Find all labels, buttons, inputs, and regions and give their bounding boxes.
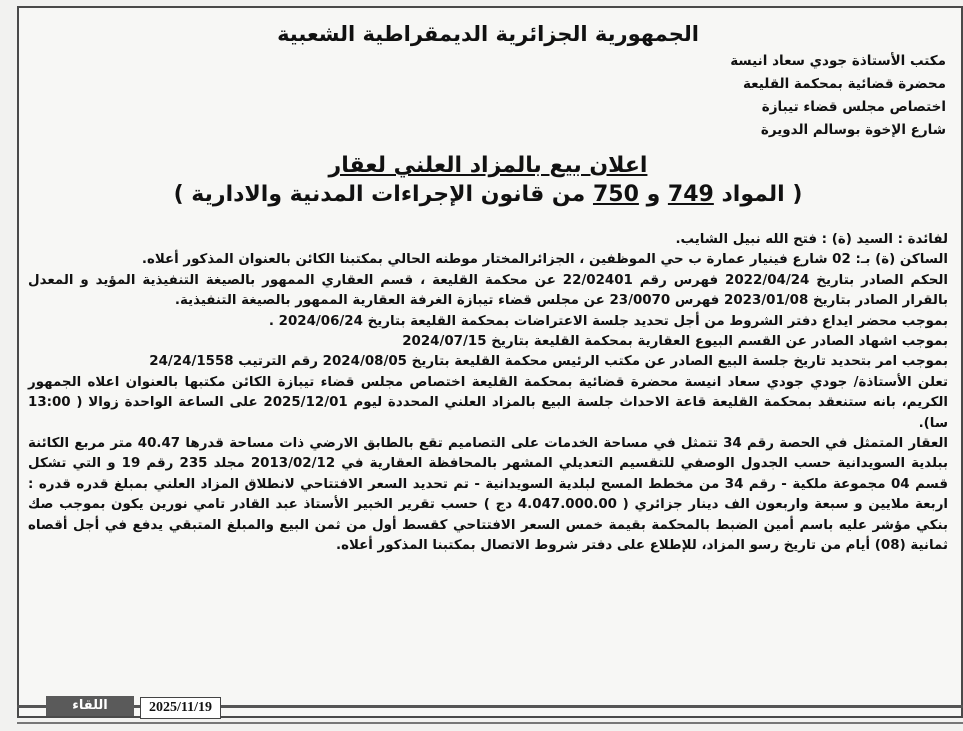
order-paragraph: بموجب امر بتحديد تاريخ جلسة البيع الصادر عن مكتب الرئيس محكمة القليعة بتاريخ 2024/08/05 رقم الترتيب 24/24/1558 <box>149 354 948 370</box>
office-block <box>28 50 946 142</box>
subtitle-mid: و <box>638 182 668 207</box>
deposit-paragraph: بموجب محضر ايداع دفتر الشروط من أجل تحديد جلسة الاعتراضات بمحكمة القليعة بتاريخ 2024/06/24 . <box>268 313 948 329</box>
residence-line: الساكن (ة) بـ: 02 شارع فينيار عمارة ب حي الموظفين ، الجزائرالمختار موطنه الحالي بمكتبنا الكائن بالعنوان المذكور أعلاه. <box>141 252 948 268</box>
office-line: مكتب الأستاذة جودي سعاد انيسة <box>730 53 946 69</box>
articles-subtitle <box>28 180 948 210</box>
publication-date: 2025/11/19 <box>140 697 221 719</box>
office-line: شارع الإخوة بوسالم الدويرة <box>760 122 946 138</box>
footer-rule-secondary <box>17 722 963 724</box>
announcement-page <box>28 16 948 557</box>
republic-heading: الجمهورية الجزائرية الديمقراطية الشعبية <box>277 22 699 46</box>
article-number-749: 749 <box>667 182 714 207</box>
subtitle-start: ( المواد <box>713 182 803 207</box>
subtitle-end: من قانون الإجراءات المدنية والادارية ) <box>173 182 593 207</box>
certificate-paragraph: بموجب اشهاد الصادر عن القسم البيوع العقارية بمحكمة القليعة بتاريخ 2024/07/15 <box>402 334 948 350</box>
beneficiary-line: لفائدة : السيد (ة) : فتح الله نبيل الشايب. <box>675 232 948 247</box>
announcement-titles <box>28 152 948 210</box>
auction-notice-paragraph: تعلن الأستاذة/ جودي جودي سعاد انيسة محضرة قضائية بمحكمة القليعة اختصاص مجلس قضاء تيبازة الكائن مكتبها بالعنوان اعلاه الجمهور الكريم، بانه ستنعقد بمحكمة القليعة قاعة الاحداث جلسة البيع بالمزاد العلني المحددة ليوم 2025/12/01 على الساعة الواحدة زوالا ( 13:00 سا). <box>28 374 949 431</box>
announcement-title: اعلان بيع بالمزاد العلني لعقار <box>328 153 648 178</box>
office-line: اختصاص مجلس قضاء تيبازة <box>761 99 946 115</box>
office-line: محضرة قضائية بمحكمة القليعة <box>742 76 946 92</box>
article-number-750: 750 <box>592 182 639 207</box>
newspaper-name-badge: اللقاء <box>46 696 134 716</box>
announcement-body <box>28 230 948 557</box>
property-description-paragraph: العقار المتمثل في الحصة رقم 34 تتمثل في مساحة الخدمات على التصاميم تقع بالطابق الارضي ذات مساحة قدرها 40.47 متر مربع الكائنة ببلدية السويدانية حسب الجدول الوصفي للتقسيم التعديلي المشهر بالمحافظة العقارية في 2013/02/12 مجلد 235 رقم 19 و التي تشكل قسم 04 مجموعة ملكية - رقم 34 من مخطط المسح لبلدية السويدانية - تم تحديد السعر الافتتاحي لانطلاق المزاد العلني بمبلغ قدره قدره : اربعة ملايين و سبعة واربعون الف دينار جزائري ( 4.047.000.00 دج ) حسب تقرير الخبير الأستاذ عبد القادر تامي نورين يكون بموجب صك بنكي مؤشر عليه باسم أمين الضبط بالمحكمة بقيمة خمس السعر الافتتاحي كقسط أول من ثمن البيع والمبلغ المتبقي يدفع في أجل أقصاه ثمانية (08) أيام من تاريخ رسو المزاد، للإطلاع على دفتر شروط الاتصال بمكتبنا المذكور أعلاه. <box>28 436 949 554</box>
judgment-paragraph: الحكم الصادر بتاريخ 2022/04/24 فهرس رقم 22/02401 عن محكمة القليعة ، قسم العقاري الممهور بالصيغة التنفيذية المؤيد و المعدل بالقرار الصادر بتاريخ 2023/01/08 فهرس 23/0070 عن مجلس قضاء تيبازة الغرفة العقارية الممهور بالصيغة التنفيذية. <box>28 272 949 309</box>
